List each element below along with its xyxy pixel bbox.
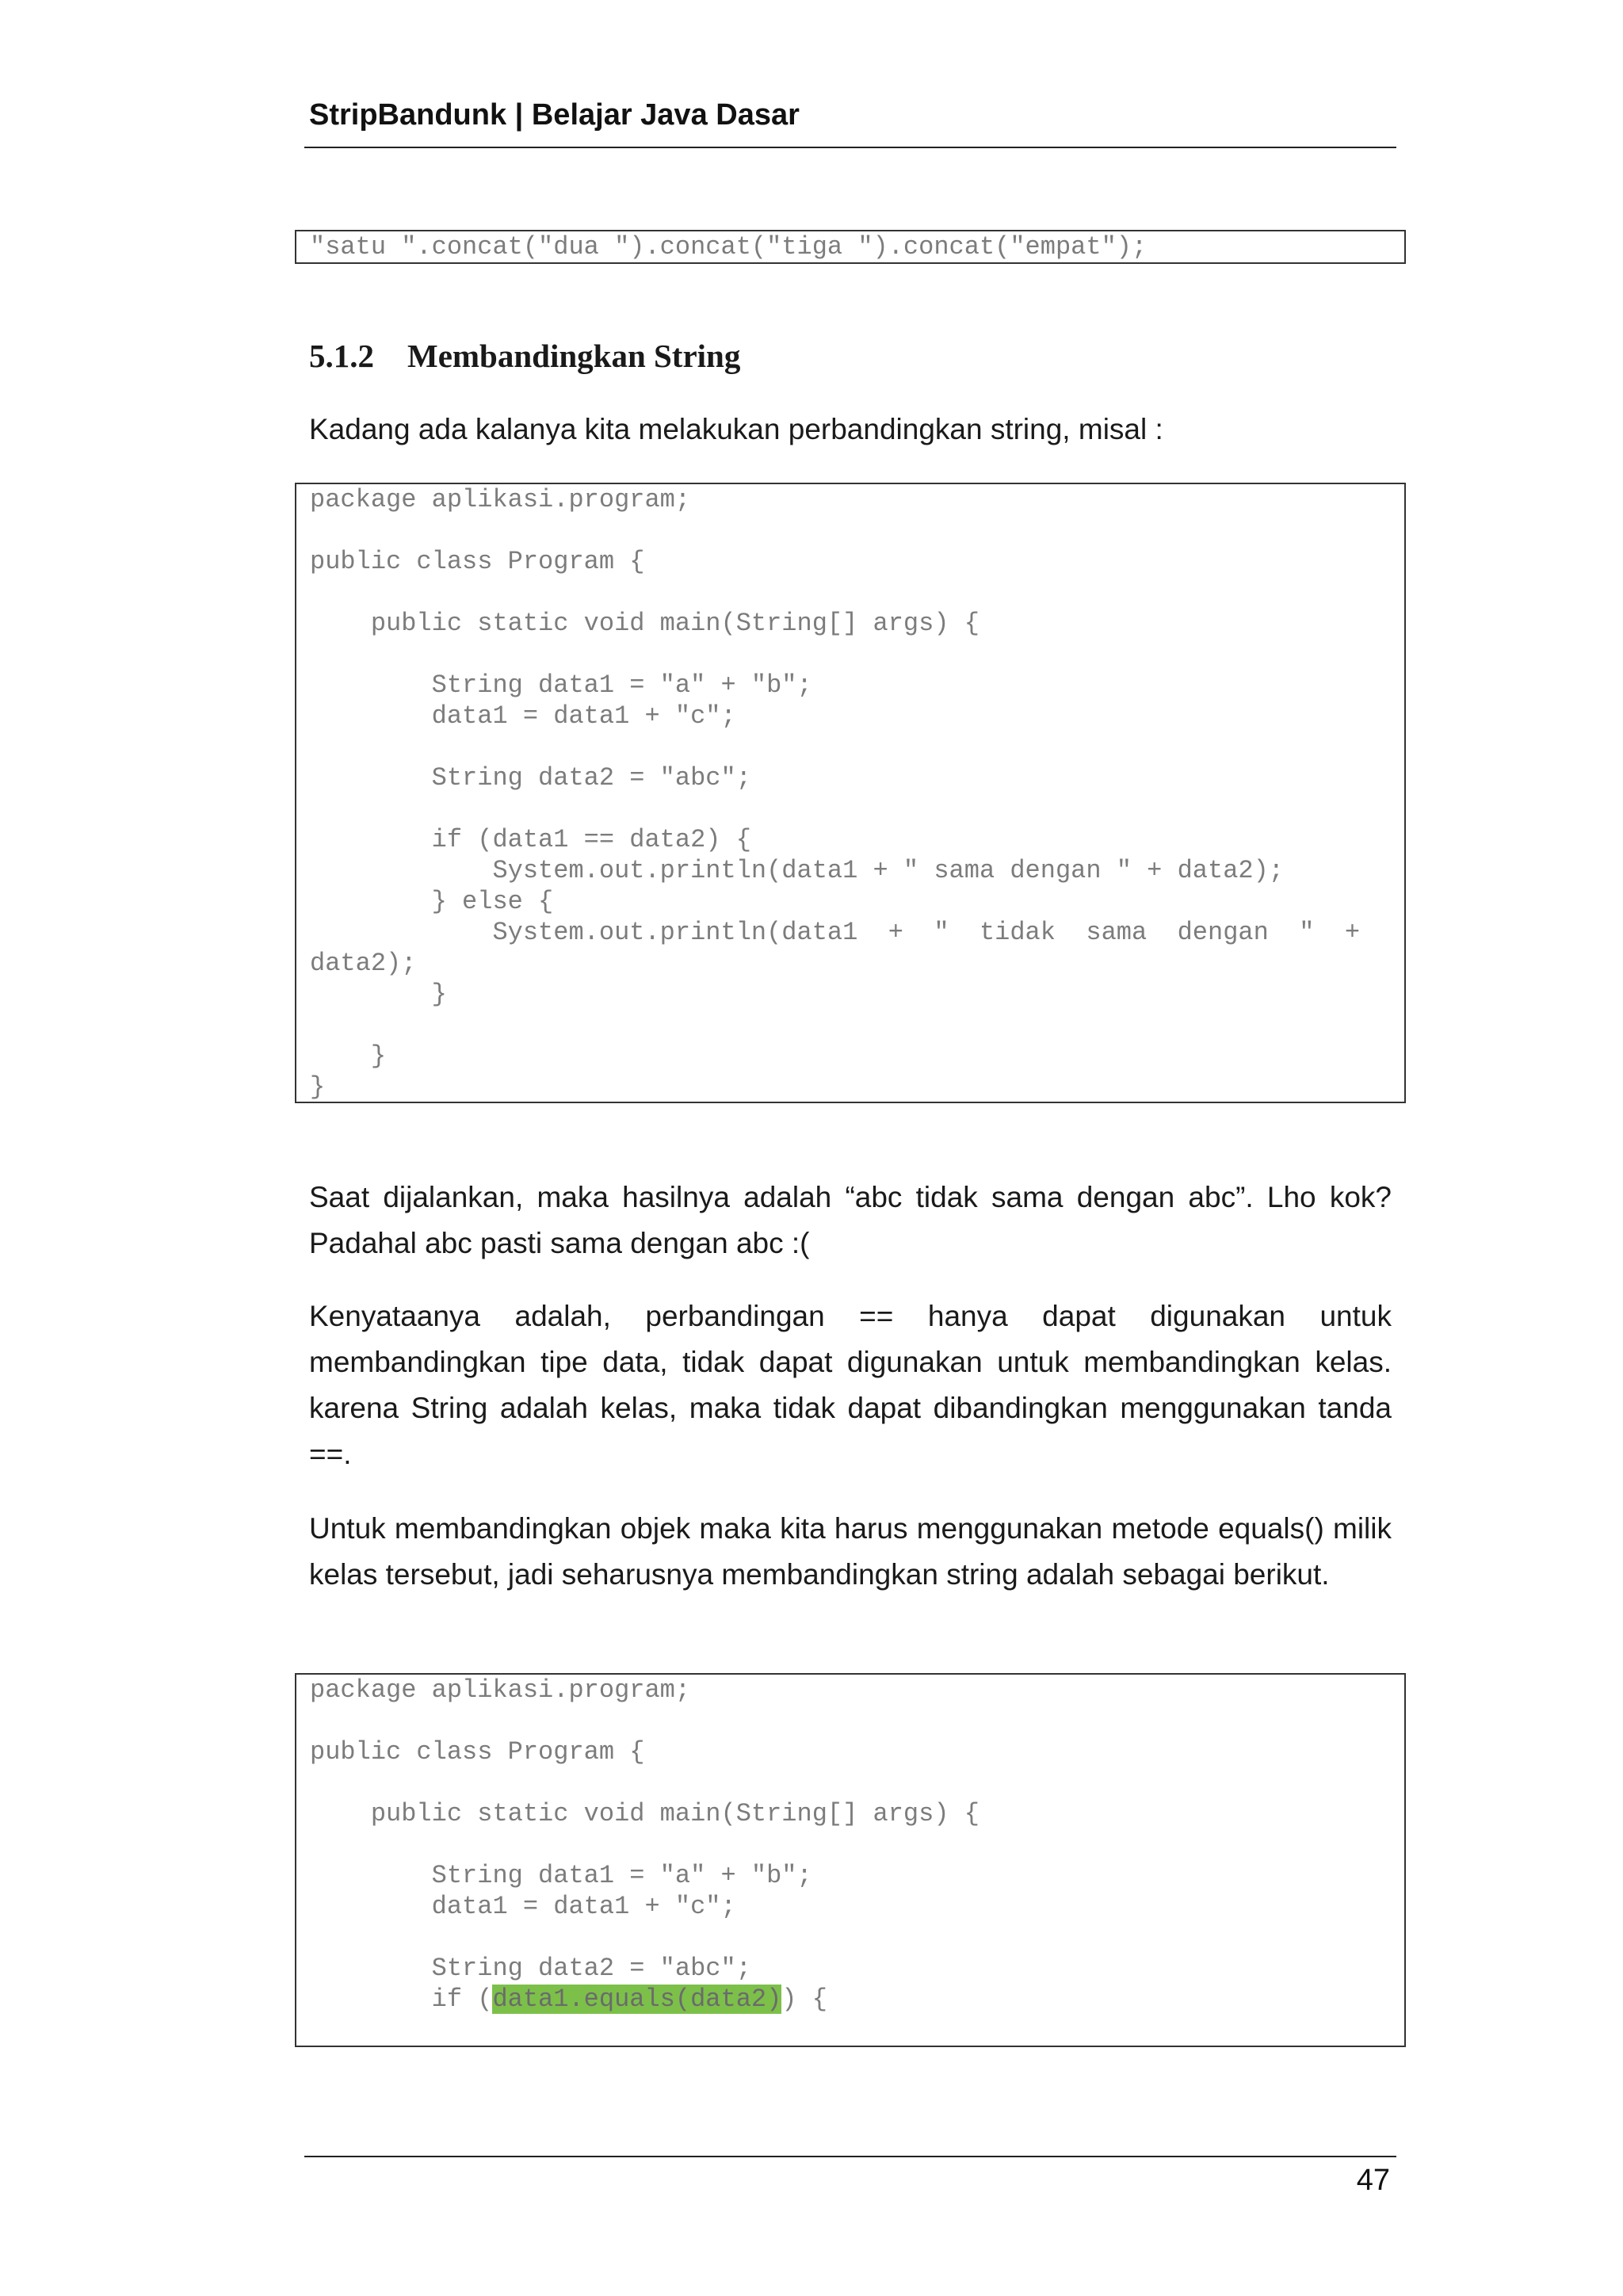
section-title: Membandingkan String <box>407 338 741 374</box>
paragraph-result: Saat dijalankan, maka hasilnya adalah “abc tidak sama dengan abc”. Lho kok?Padahal abc pasti sama dengan abc :( <box>309 1181 1392 1259</box>
code-if-prefix: if ( <box>310 1985 493 2014</box>
paragraph-equals: Untuk membandingkan objek maka kita harus menggunakan metode equals() milik kelas tersebut, jadi seharusnya membandingkan string adalah sebagai berikut. <box>309 1512 1392 1591</box>
section-heading <box>309 337 740 375</box>
page-number: 47 <box>1356 2164 1390 2197</box>
intro-paragraph: Kadang ada kalanya kita melakukan perbandingkan string, misal : <box>309 413 1163 445</box>
code-snippet-top-text: "satu ".concat("dua ").concat("tiga ").concat("empat"); <box>310 232 1148 262</box>
code-if-suffix: ) { <box>781 1985 827 2014</box>
code-block-1-text: package aplikasi.program; public class Program { public static void main(String[] args) { String data1 = "a" + "b"; data1 = data1 + "c"; String data2 = "abc"; if (data1 == data2) { System.out.println(data1 + " sama dengan " + data2); } else { System.out.println(data1 + " tidak sama dengan " + data2); } } } <box>310 485 1361 1102</box>
section-number: 5.1.2 <box>309 338 374 374</box>
code-block-2-text <box>296 1675 1404 2015</box>
code-block-2-body: package aplikasi.program; public class Program { public static void main(String[] args) { String data1 = "a" + "b"; data1 = data1 + "c"; String data2 = "abc"; <box>310 1675 980 1983</box>
paragraph-explanation: Kenyataanya adalah, perbandingan == hanya dapat digunakan untuk membandingkan tipe data, tidak dapat digunakan untuk membandingkan kelas. karena String adalah kelas, maka tidak dapat dibandingkan menggunakan tanda ==. <box>309 1300 1392 1470</box>
header-divider <box>304 147 1396 148</box>
equals-call-highlight: data1.equals(data2) <box>492 1985 782 2014</box>
code-snippet-top <box>295 230 1406 264</box>
code-block-1 <box>295 483 1406 1103</box>
code-block-2 <box>295 1673 1406 2047</box>
footer-divider <box>304 2156 1396 2157</box>
running-header: StripBandunk | Belajar Java Dasar <box>309 98 800 132</box>
